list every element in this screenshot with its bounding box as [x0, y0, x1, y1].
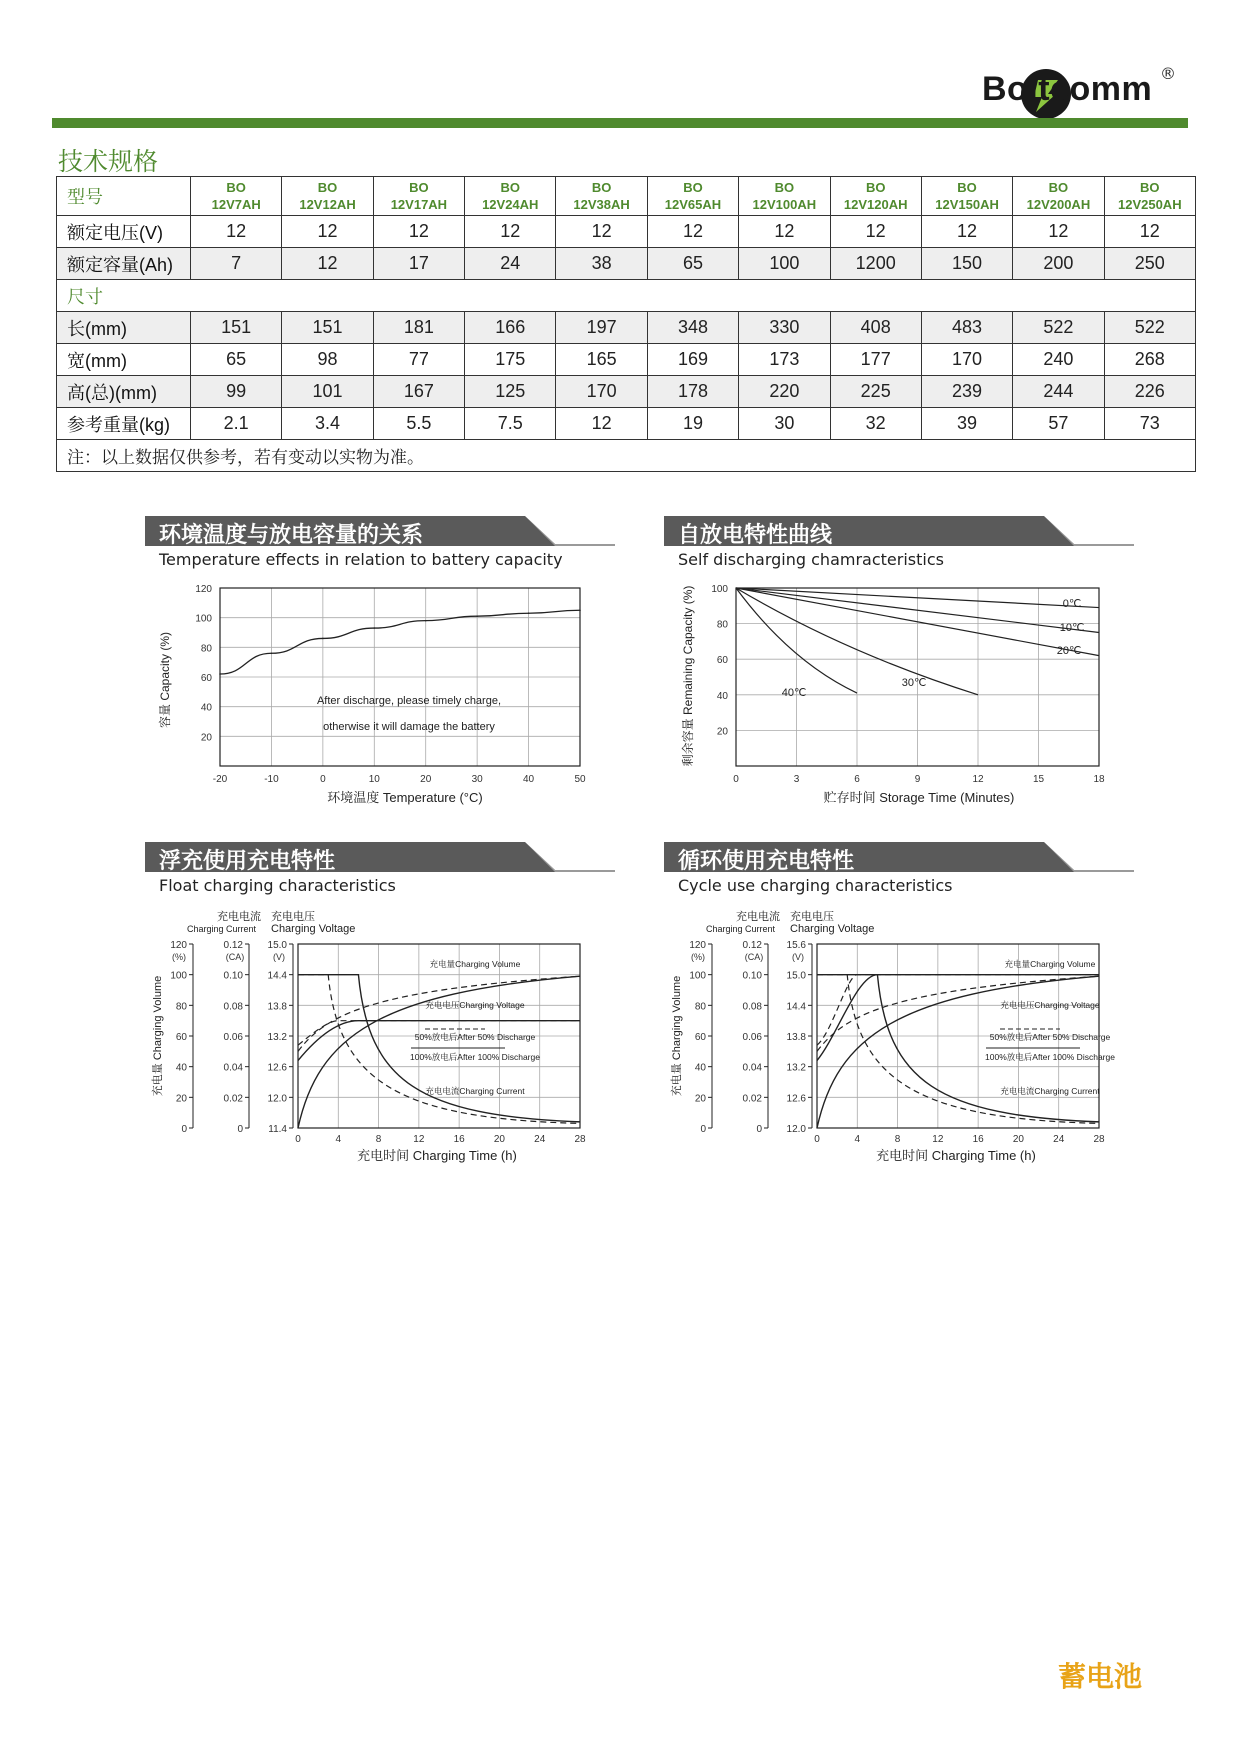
- y-tick-label: 40: [200, 702, 212, 714]
- model-header-cell: [1104, 177, 1195, 216]
- x-tick-label: -10: [264, 774, 279, 785]
- model-series: BO: [1140, 180, 1160, 195]
- value-cell: 268: [1104, 344, 1195, 376]
- x-tick-label: 18: [1093, 774, 1105, 785]
- self-discharge-title-en: Self discharging chamracteristics: [678, 550, 944, 569]
- value-cell: 250: [1104, 248, 1195, 280]
- axis-tick-label: 0.06: [223, 1032, 243, 1043]
- legend-after-50: 50%放电后After 50% Discharge: [989, 1032, 1111, 1042]
- value-cell: 12: [282, 216, 373, 248]
- value-cell: 483: [921, 312, 1012, 344]
- value-cell: 175: [465, 344, 556, 376]
- temperature-title-cn: 环境温度与放电容量的关系: [159, 523, 424, 548]
- x-tick-label: 30: [471, 774, 483, 785]
- value-cell: 17: [373, 248, 464, 280]
- value-cell: 181: [373, 312, 464, 344]
- temperature-title-en: Temperature effects in relation to battery capacity: [159, 550, 563, 569]
- model-code: 12V200AH: [1026, 197, 1091, 212]
- x-tick-label: 9: [914, 774, 921, 785]
- legend-charging-current: 充电电流Charging Current: [1000, 1086, 1100, 1096]
- value-cell: 244: [1013, 376, 1104, 408]
- x-axis-label: 充电时间 Charging Time (h): [876, 1148, 1036, 1163]
- model-series: BO: [591, 180, 612, 195]
- value-cell: 173: [739, 344, 830, 376]
- axis-unit: (CA): [744, 952, 764, 962]
- legend-charging-volume: 充电量Charging Volume: [1004, 959, 1096, 969]
- value-cell: 200: [1013, 248, 1104, 280]
- dimension-row: [57, 376, 1196, 408]
- value-cell: 169: [647, 344, 738, 376]
- value-cell: 1200: [830, 248, 921, 280]
- value-cell: 170: [921, 344, 1012, 376]
- axis-tick-label: 13.2: [786, 1062, 806, 1074]
- data-point: [579, 609, 581, 611]
- note-text: 注：以上数据仅供参考，若有变动以实物为准。: [57, 440, 1196, 472]
- value-cell: 125: [465, 376, 556, 408]
- data-point: [528, 612, 530, 614]
- x-tick-label: 24: [1053, 1134, 1065, 1145]
- value-cell: 330: [739, 312, 830, 344]
- dimension-group-row: [57, 280, 1196, 312]
- y-tick-label: 60: [716, 655, 728, 667]
- axis-tick-label: 120: [170, 940, 187, 951]
- voltage-axis-title-en: Charging Voltage: [790, 923, 875, 935]
- value-cell: 348: [647, 312, 738, 344]
- model-code: 12V100AH: [752, 197, 817, 212]
- model-header-cell: [373, 177, 464, 216]
- float-charging-title-cn: 浮充使用充电特性: [159, 849, 336, 874]
- voltage-axis-title-en: Charging Voltage: [271, 923, 356, 935]
- value-cell: 32: [830, 408, 921, 440]
- model-header-cell: [647, 177, 738, 216]
- self-discharge-chart: [664, 570, 1134, 820]
- value-cell: 99: [191, 376, 282, 408]
- row-label: 额定容量(Ah): [57, 248, 191, 280]
- self-discharge-title-cn: 自放电特性曲线: [678, 523, 833, 548]
- axis-unit: (%): [691, 952, 705, 962]
- value-cell: 100: [739, 248, 830, 280]
- axis-tick-label: 0.02: [742, 1093, 762, 1105]
- x-axis-label: 充电时间 Charging Time (h): [357, 1148, 517, 1163]
- model-series: BO: [774, 180, 795, 195]
- value-cell: 3.4: [282, 408, 373, 440]
- x-tick-label: 4: [335, 1134, 342, 1145]
- x-tick-label: 0: [320, 774, 326, 785]
- cycle-charging-title-en: Cycle use charging characteristics: [678, 876, 953, 895]
- row-label: 长(mm): [57, 312, 191, 344]
- axis-tick-label: 11.4: [268, 1124, 287, 1135]
- value-cell: 12: [282, 248, 373, 280]
- value-cell: 98: [282, 344, 373, 376]
- axis-tick-label: 12.0: [786, 1124, 806, 1135]
- value-cell: 2.1: [191, 408, 282, 440]
- value-cell: 165: [556, 344, 647, 376]
- x-tick-label: 10: [368, 774, 380, 785]
- current-axis-title-cn: 充电电流: [217, 911, 261, 923]
- x-tick-label: 16: [453, 1134, 465, 1145]
- legend-charging-voltage: 充电电压Charging Voltage: [425, 1000, 525, 1010]
- axis-tick-label: 15.6: [786, 940, 806, 951]
- cycle-charging-title-cn: 循环使用充电特性: [678, 849, 855, 874]
- model-header-label: 型号: [57, 177, 191, 216]
- axis-tick-label: 0.06: [742, 1032, 762, 1043]
- charging-current-50-line: [817, 975, 1099, 1124]
- model-series: BO: [226, 180, 246, 195]
- value-cell: 12: [647, 216, 738, 248]
- x-tick-label: 4: [854, 1134, 861, 1145]
- axis-tick-label: 15.0: [267, 940, 287, 951]
- legend-charging-volume: 充电量Charging Volume: [429, 959, 521, 969]
- y-tick-label: 80: [200, 643, 212, 655]
- model-code: 12V17AH: [390, 197, 448, 212]
- data-point: [476, 615, 478, 617]
- y-tick-label: 120: [195, 584, 212, 595]
- model-code: 12V24AH: [482, 197, 539, 212]
- model-header-cell: [739, 177, 830, 216]
- axis-tick-label: 15.0: [786, 970, 806, 982]
- y-tick-label: 20: [716, 726, 728, 738]
- axis-tick-label: 0: [181, 1124, 187, 1135]
- x-axis-label: 环境温度 Temperature (°C): [327, 790, 483, 805]
- axis-tick-label: 13.8: [786, 1032, 806, 1043]
- model-header-cell: [465, 177, 556, 216]
- model-code: 12V150AH: [935, 197, 999, 212]
- x-tick-label: 12: [972, 774, 984, 785]
- model-series: BO: [865, 180, 886, 195]
- axis-tick-label: 0: [756, 1124, 762, 1135]
- value-cell: 65: [647, 248, 738, 280]
- y-tick-label: 40: [716, 690, 728, 702]
- section-title: 技术规格: [58, 147, 159, 176]
- value-cell: 7: [191, 248, 282, 280]
- capacity-line: [220, 610, 580, 674]
- legend-after-100: 100%放电后After 100% Discharge: [985, 1052, 1115, 1062]
- cycle-charging-chart: [664, 900, 1134, 1170]
- value-cell: 5.5: [373, 408, 464, 440]
- value-cell: 38: [556, 248, 647, 280]
- spec-row: [57, 216, 1196, 248]
- axis-tick-label: 0: [700, 1124, 706, 1135]
- y-axis-label: 充电量 Charging Volume: [671, 975, 683, 1097]
- value-cell: 197: [556, 312, 647, 344]
- model-code: 12V120AH: [843, 197, 908, 212]
- legend-charging-current: 充电电流Charging Current: [425, 1086, 525, 1096]
- axis-unit: (CA): [225, 952, 245, 962]
- dimension-row: [57, 312, 1196, 344]
- x-tick-label: 20: [1012, 1134, 1024, 1145]
- value-cell: 225: [830, 376, 921, 408]
- axis-tick-label: 0.04: [223, 1062, 243, 1074]
- axis-tick-label: 60: [694, 1032, 706, 1043]
- value-cell: 39: [921, 408, 1012, 440]
- data-point: [271, 652, 273, 654]
- axis-tick-label: 14.4: [267, 970, 287, 982]
- model-header-cell: [556, 177, 647, 216]
- model-code: 12V7AH: [211, 197, 261, 212]
- axis-tick-label: 60: [175, 1032, 187, 1043]
- axis-tick-label: 20: [694, 1093, 706, 1105]
- axis-tick-label: 100: [170, 970, 187, 982]
- float-charging-chart: [145, 900, 615, 1170]
- axis-tick-label: 100: [689, 970, 706, 982]
- x-tick-label: 6: [854, 774, 860, 785]
- value-cell: 12: [191, 216, 282, 248]
- axis-tick-label: 0.12: [223, 940, 243, 951]
- model-series: BO: [1048, 180, 1069, 195]
- x-tick-label: 8: [894, 1134, 901, 1145]
- value-cell: 166: [465, 312, 556, 344]
- value-cell: 12: [739, 216, 830, 248]
- row-label: 高(总)(mm): [57, 376, 191, 408]
- current-axis-title-en: Charging Current: [706, 924, 776, 934]
- data-point: [425, 620, 427, 622]
- axis-unit: (V): [273, 952, 285, 962]
- value-cell: 7.5: [465, 408, 556, 440]
- value-cell: 240: [1013, 344, 1104, 376]
- current-axis-title-cn: 充电电流: [736, 911, 780, 923]
- value-cell: 77: [373, 344, 464, 376]
- axis-tick-label: 0: [237, 1124, 243, 1135]
- axis-tick-label: 0.10: [223, 970, 243, 982]
- axis-tick-label: 120: [689, 940, 706, 951]
- x-tick-label: 20: [420, 774, 432, 785]
- model-header-cell: [1013, 177, 1104, 216]
- value-cell: 12: [830, 216, 921, 248]
- value-cell: 65: [191, 344, 282, 376]
- brand-name: Boltcomm: [982, 70, 1153, 108]
- value-cell: 522: [1013, 312, 1104, 344]
- dimension-row: [57, 344, 1196, 376]
- axis-tick-label: 0.02: [223, 1093, 243, 1105]
- spec-table: [56, 176, 1196, 472]
- value-cell: 226: [1104, 376, 1195, 408]
- model-code: 12V38AH: [573, 197, 630, 212]
- axis-tick-label: 14.4: [786, 1001, 806, 1013]
- value-cell: 239: [921, 376, 1012, 408]
- header-divider: [52, 118, 1188, 128]
- annotation-line-1: After discharge, please timely charge,: [316, 695, 502, 707]
- value-cell: 19: [647, 408, 738, 440]
- y-tick-label: 60: [200, 673, 212, 684]
- axis-tick-label: 12.6: [786, 1093, 806, 1105]
- x-tick-label: -20: [212, 774, 228, 785]
- model-series: BO: [500, 180, 520, 195]
- series-label: 0℃: [1062, 598, 1082, 610]
- model-code: 12V65AH: [664, 197, 722, 212]
- model-series: BO: [317, 180, 338, 195]
- data-point: [219, 673, 221, 675]
- value-cell: 522: [1104, 312, 1195, 344]
- axis-tick-label: 40: [694, 1062, 706, 1074]
- y-tick-label: 100: [195, 613, 212, 625]
- series-label: 20℃: [1056, 645, 1082, 657]
- model-series: BO: [409, 180, 429, 195]
- x-tick-label: 3: [793, 774, 800, 785]
- axis-unit: (%): [172, 952, 186, 962]
- value-cell: 12: [373, 216, 464, 248]
- x-tick-label: 0: [295, 1134, 301, 1145]
- note-row: [57, 440, 1196, 472]
- y-tick-label: 20: [200, 732, 212, 744]
- row-label: 额定电压(V): [57, 216, 191, 248]
- value-cell: 170: [556, 376, 647, 408]
- y-axis-label: 剩余容量 Remaining Capacity (%): [681, 585, 695, 767]
- legend-after-100: 100%放电后After 100% Discharge: [410, 1052, 540, 1062]
- charging-current-50-line: [298, 975, 580, 1124]
- row-label: 参考重量(kg): [57, 408, 191, 440]
- float-charging-title-en: Float charging characteristics: [159, 876, 396, 895]
- value-cell: 408: [830, 312, 921, 344]
- value-cell: 12: [921, 216, 1012, 248]
- annotation-line-2: otherwise it will damage the battery: [323, 721, 495, 733]
- axis-tick-label: 0.12: [742, 940, 762, 951]
- value-cell: 12: [1104, 216, 1195, 248]
- data-point: [322, 638, 324, 640]
- value-cell: 12: [556, 216, 647, 248]
- registered-mark: ®: [1160, 64, 1176, 83]
- axis-tick-label: 13.2: [267, 1032, 287, 1043]
- axis-tick-label: 13.8: [267, 1001, 287, 1013]
- value-cell: 177: [830, 344, 921, 376]
- model-header-cell: [282, 177, 373, 216]
- model-series: BO: [683, 180, 703, 195]
- axis-tick-label: 40: [175, 1062, 187, 1074]
- axis-tick-label: 0.04: [742, 1062, 762, 1074]
- temperature-chart: [145, 570, 615, 820]
- y-tick-label: 80: [716, 619, 728, 631]
- data-point: [373, 627, 375, 629]
- x-tick-label: 0: [814, 1134, 820, 1145]
- series-label: 40℃: [781, 687, 807, 699]
- value-cell: 220: [739, 376, 830, 408]
- model-code: 12V12AH: [299, 197, 356, 212]
- model-header-cell: [191, 177, 282, 216]
- axis-tick-label: 12.0: [267, 1093, 287, 1105]
- series-label: 10℃: [1059, 622, 1085, 634]
- value-cell: 167: [373, 376, 464, 408]
- axis-tick-label: 0.08: [223, 1001, 243, 1013]
- axis-tick-label: 12.6: [267, 1062, 287, 1074]
- model-series: BO: [957, 180, 977, 195]
- dimension-row: [57, 408, 1196, 440]
- x-tick-label: 0: [733, 774, 739, 785]
- axis-tick-label: 0.08: [742, 1001, 762, 1013]
- voltage-axis-title-cn: 充电电压: [271, 911, 315, 923]
- value-cell: 30: [739, 408, 830, 440]
- value-cell: 24: [465, 248, 556, 280]
- value-cell: 178: [647, 376, 738, 408]
- dimension-group-label: 尺寸: [57, 280, 1196, 312]
- voltage-axis-title-cn: 充电电压: [790, 911, 834, 923]
- y-axis-label: 容量 Capacity (%): [158, 631, 172, 729]
- axis-tick-label: 0.10: [742, 970, 762, 982]
- x-tick-label: 28: [574, 1134, 586, 1145]
- value-cell: 150: [921, 248, 1012, 280]
- axis-tick-label: 20: [175, 1093, 187, 1105]
- value-cell: 12: [556, 408, 647, 440]
- x-tick-label: 24: [534, 1134, 546, 1145]
- current-axis-title-en: Charging Current: [187, 924, 257, 934]
- series-label: 30℃: [901, 677, 927, 689]
- model-header-cell: [921, 177, 1012, 216]
- row-label: 宽(mm): [57, 344, 191, 376]
- value-cell: 101: [282, 376, 373, 408]
- value-cell: 57: [1013, 408, 1104, 440]
- y-tick-label: 100: [711, 584, 728, 595]
- value-cell: 151: [282, 312, 373, 344]
- value-cell: 73: [1104, 408, 1195, 440]
- x-tick-label: 12: [932, 1134, 944, 1145]
- axis-unit: (V): [792, 952, 804, 962]
- legend-after-50: 50%放电后After 50% Discharge: [414, 1032, 536, 1042]
- x-tick-label: 15: [1032, 774, 1045, 785]
- model-header-cell: [830, 177, 921, 216]
- x-tick-label: 16: [972, 1134, 984, 1145]
- x-tick-label: 50: [574, 774, 586, 785]
- x-tick-label: 12: [413, 1134, 425, 1145]
- x-tick-label: 40: [523, 774, 535, 785]
- model-header-row: [57, 177, 1196, 216]
- x-tick-label: 8: [375, 1134, 382, 1145]
- value-cell: 12: [465, 216, 556, 248]
- axis-tick-label: 80: [175, 1001, 187, 1013]
- x-axis-label: 贮存时间 Storage Time (Minutes): [823, 790, 1015, 805]
- axis-tick-label: 80: [694, 1001, 706, 1013]
- value-cell: 12: [1013, 216, 1104, 248]
- x-tick-label: 28: [1093, 1134, 1105, 1145]
- x-tick-label: 20: [493, 1134, 505, 1145]
- footer-label: 蓄电池: [1058, 1660, 1143, 1693]
- y-axis-label: 充电量 Charging Volume: [152, 975, 164, 1097]
- spec-row: [57, 248, 1196, 280]
- value-cell: 151: [191, 312, 282, 344]
- legend-charging-voltage: 充电电压Charging Voltage: [1000, 1000, 1100, 1010]
- model-code: 12V250AH: [1117, 197, 1182, 212]
